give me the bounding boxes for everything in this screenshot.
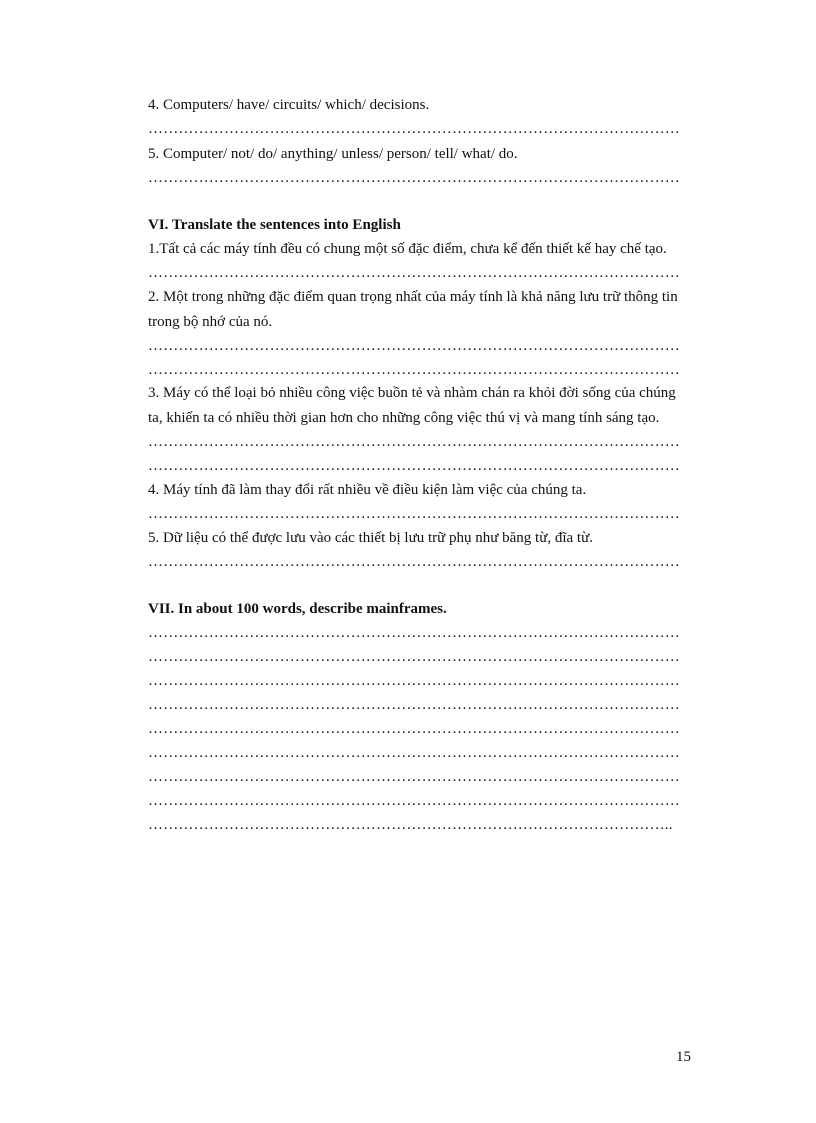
answer-line: ……………………………………………………………………………………………: [148, 721, 680, 737]
answer-line: ……………………………………………………………………………………………: [148, 338, 680, 354]
answer-line: ……………………………………………………………………………………………: [148, 170, 680, 186]
translate-item-4: 4. Máy tính đã làm thay đổi rất nhiều về điều kiện làm việc của chúng ta.: [148, 482, 587, 498]
translate-item-3-line-2: ta, khiến ta có nhiều thời gian hơn cho những công việc thú vị và mang tính sáng tạo.: [148, 410, 660, 426]
answer-line: ……………………………………………………………………………………………: [148, 362, 680, 378]
answer-line: ……………………………………………………………………………………………: [148, 769, 680, 785]
answer-line: ……………………………………………………………………………………………: [148, 434, 680, 450]
answer-line: ……………………………………………………………………………………………: [148, 458, 680, 474]
answer-line: ……………………………………………………………………………………………: [148, 793, 680, 809]
section-7-heading: VII. In about 100 words, describe mainframes.: [148, 601, 447, 617]
answer-line: ……………………………………………………………………………………………: [148, 649, 680, 665]
exercise-5-item-4: 4. Computers/ have/ circuits/ which/ decisions.: [148, 97, 430, 113]
page-number: 15: [676, 1049, 691, 1065]
translate-item-1: 1.Tất cả các máy tính đều có chung một số đặc điểm, chưa kể đến thiết kế hay chế tạo.: [148, 241, 667, 257]
answer-line: ……………………………………………………………………………………………: [148, 625, 680, 641]
answer-line: ……………………………………………………………………………………………: [148, 697, 680, 713]
answer-line: ……………………………………………………………………………………………: [148, 265, 680, 281]
translate-item-5: 5. Dữ liệu có thể được lưu vào các thiết bị lưu trữ phụ như băng từ, đĩa từ.: [148, 530, 593, 546]
answer-line: ……………………………………………………………………………………………: [148, 554, 680, 570]
exercise-5-item-5: 5. Computer/ not/ do/ anything/ unless/ person/ tell/ what/ do.: [148, 146, 518, 162]
translate-item-2-line-1: 2. Một trong những đặc điểm quan trọng nhất của máy tính là khả năng lưu trữ thông tin: [148, 289, 678, 305]
translate-item-3-line-1: 3. Máy có thể loại bỏ nhiều công việc buồn tẻ và nhàm chán ra khỏi đời sống của chúng: [148, 385, 676, 401]
answer-line-last: …………………………………………………………………………………………..: [148, 817, 673, 833]
section-6-heading: VI. Translate the sentences into English: [148, 217, 401, 233]
answer-line: ……………………………………………………………………………………………: [148, 673, 680, 689]
answer-line: ……………………………………………………………………………………………: [148, 745, 680, 761]
answer-line: ……………………………………………………………………………………………: [148, 506, 680, 522]
answer-line: ……………………………………………………………………………………………: [148, 121, 680, 137]
translate-item-2-line-2: trong bộ nhớ của nó.: [148, 314, 273, 330]
